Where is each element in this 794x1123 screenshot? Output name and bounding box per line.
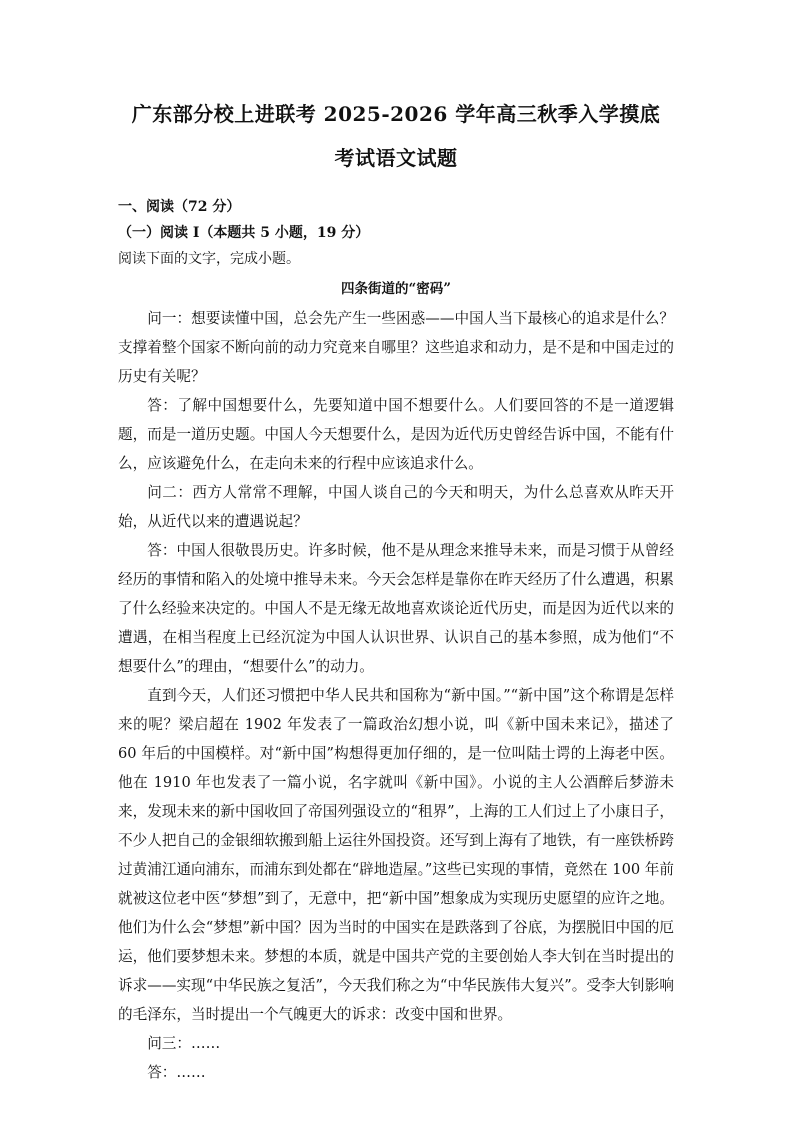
- passage-body: [118, 304, 674, 1087]
- paragraph-q2: 问二：西方人常常不理解，中国人谈自己的今天和明天，为什么总喜欢从昨天开始，从近代以来的遭遇说起？: [118, 484, 674, 530]
- paragraph-a3: 答：……: [147, 1064, 206, 1081]
- paragraph-a1: 答：了解中国想要什么，先要知道中国不想要什么。人们要回答的不是一道逻辑题，而是一道历史题。中国人今天想要什么，是因为近代历史曾经告诉中国，不能有什么，应该避免什么，在走向未来的行程中应该追求什么。: [118, 397, 674, 472]
- paragraph-a2: 答：中国人很敬畏历史。许多时候，他不是从理念来推导未来，而是习惯于从曾经经历的事情和陷入的处境中推导未来。今天会怎样是靠你在昨天经历了什么遭遇，积累了什么经验来决定的。中国人不是无缘无故地喜欢谈论近代历史，而是因为近代以来的遭遇，在相当程度上已经沉淀为中国人认识世界、认识自己的基本参照，成为他们“不想要什么”的理由，“想要什么”的动力。: [118, 542, 674, 675]
- exam-title-line2: 考试语文试题: [334, 146, 458, 170]
- passage-title: 四条街道的“密码”: [340, 281, 452, 297]
- instruction-text: 阅读下面的文字，完成小题。: [118, 251, 300, 267]
- paragraph-new-china: 直到今天，人们还习惯把中华人民共和国称为“新中国。”“新中国”这个称谓是怎样来的呢？梁启超在 1902 年发表了一篇政治幻想小说，叫《新中国未来记》，描述了 60 年后的中国模样。对“新中国”构想得更加仔细的，是一位叫陆士谔的上海老中医。他在 1910 年也发表了一篇小说，名字就叫《新中国》。小说的主人公酒醉后梦游未来，发现未来的新中国收回了帝国列强设立的“租界”，上海的工人们过上了小康日子，不少人把自己的金银细软搬到船上运往外国投资。还写到上海有了地铁，有一座铁桥跨过黄浦江通向浦东，而浦东到处都在“辟地造屋。”这些已实现的事情，竟然在 100 年前就被这位老中医“梦想”到了，无意中，把“新中国”想象成为实现历史愿望的应许之地。他们为什么会“梦想”新中国？因为当时的中国实在是跌落到了谷底，为摆脱旧中国的厄运，他们要梦想未来。梦想的本质，就是中国共产党的主要创始人李大钊在当时提出的诉求——实现“中华民族之复活”，今天我们称之为“中华民族伟大复兴”。受李大钊影响的毛泽东，当时提出一个气魄更大的诉求：改变中国和世界。: [118, 687, 674, 1023]
- paragraph-q1: 问一：想要读懂中国，总会先产生一些困惑——中国人当下最核心的追求是什么？支撑着整个国家不断向前的动力究竟来自哪里？这些追求和动力，是不是和中国走过的历史有关呢？: [118, 310, 674, 385]
- subsection-heading: （一）阅读 I（本题共 5 小题，19 分）: [118, 225, 370, 241]
- section-heading: 一、阅读（72 分）: [118, 199, 241, 215]
- paragraph-q3: 问三：……: [147, 1035, 221, 1052]
- exam-title-line1: 广东部分校上进联考 2025-2026 学年高三秋季入学摸底: [131, 102, 661, 126]
